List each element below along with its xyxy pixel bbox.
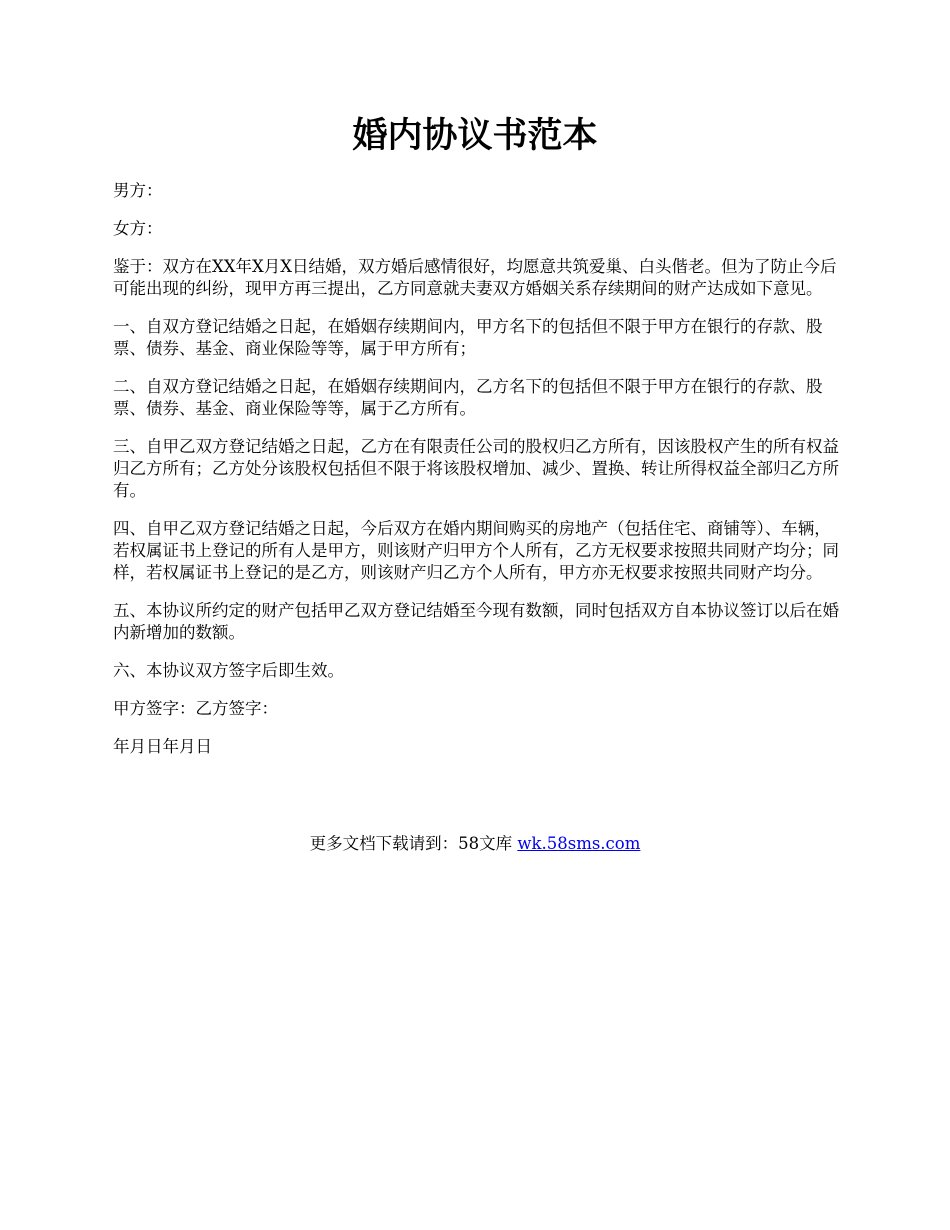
date-line: 年月日年月日 [113,737,212,756]
clause-2: 二、自双方登记结婚之日起，在婚姻存续期间内，乙方名下的包括但不限于甲方在银行的存款、股票、债券、基金、商业保险等等，属于乙方所有。 [113,377,823,418]
footer-prefix: 更多文档下载请到：58文库 [309,834,518,853]
signature-line: 甲方签字：乙方签字： [113,699,278,718]
clause-3: 三、自甲乙双方登记结婚之日起，乙方在有限责任公司的股权归乙方所有，因该股权产生的所有权益归乙方所有；乙方处分该股权包括但不限于将该股权增加、减少、置换、转让所得权益全部归乙方所有。 [113,437,839,500]
preamble-paragraph: 鉴于：双方在XX年X月X日结婚，双方婚后感情很好，均愿意共筑爱巢、白头偕老。但为了防止今后可能出现的纠纷，现甲方再三提出，乙方同意就夫妻双方婚姻关系存续期间的财产达成如下意见。 [113,257,837,298]
document-title: 婚内协议书范本 [352,115,598,156]
female-party-line: 女方： [113,219,163,238]
clause-4: 四、自甲乙双方登记结婚之日起，今后双方在婚内期间购买的房地产（包括住宅、商铺等）、车辆，若权属证书上登记的所有人是甲方，则该财产归甲方个人所有，乙方无权要求按照共同财产均分；同样，若权属证书上登记的是乙方，则该财产归乙方个人所有，甲方亦无权要求按照共同财产均分。 [113,519,839,582]
clause-1: 一、自双方登记结婚之日起，在婚姻存续期间内，甲方名下的包括但不限于甲方在银行的存款、股票、债券、基金、商业保险等等，属于甲方所有； [113,317,823,358]
download-footer [0,833,950,855]
footer-link[interactable]: wk.58sms.com [517,834,641,853]
document-body [113,180,840,774]
clause-6: 六、本协议双方签字后即生效。 [113,661,344,680]
clause-5: 五、本协议所约定的财产包括甲乙双方登记结婚至今现有数额，同时包括双方自本协议签订以后在婚内新增加的数额。 [113,601,839,642]
male-party-line: 男方： [113,181,163,200]
